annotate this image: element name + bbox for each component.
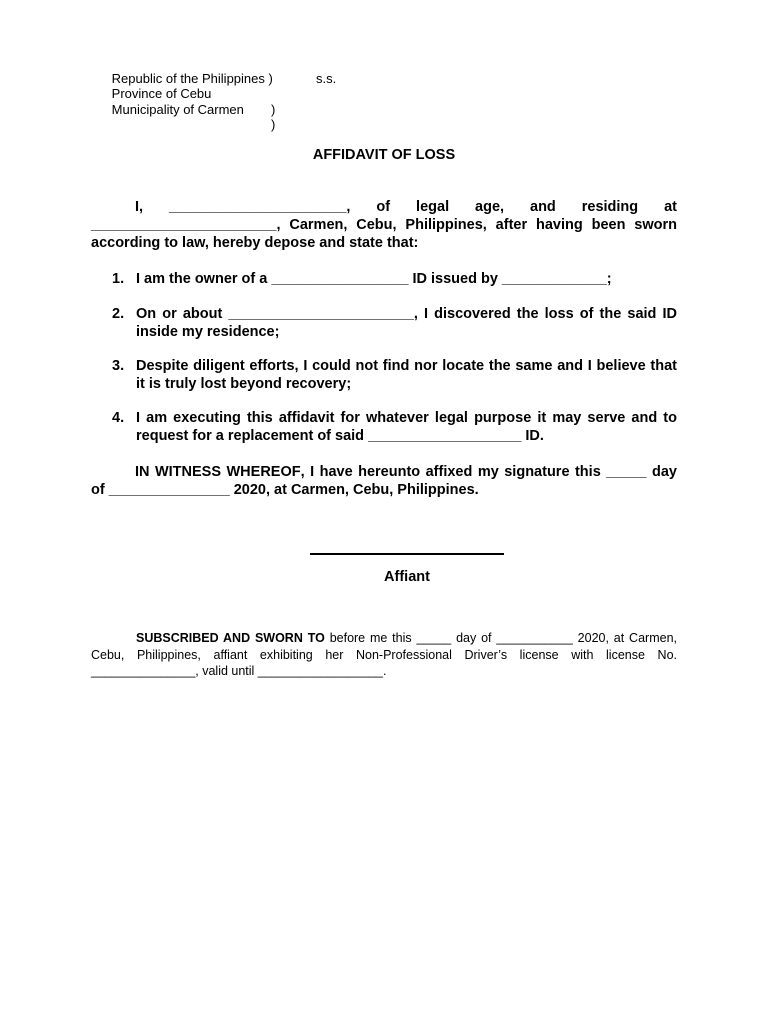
jurat-text: before me this _____ day of ___________ 2020, at Carmen, Cebu, Philippines, affiant exhibiting her Non-Professional Driver’s license with license No. _______________, valid until __________________. [91,631,677,678]
venue-province-text: Province of Cebu [111,86,212,101]
list-item [91,305,677,341]
list-item [91,270,677,288]
intro-text: I, ______________________, of legal age, and residing at _______________________, Carmen, Cebu, Philippines, after having been sworn according to law, hereby depose and state that: [91,199,677,251]
venue-ss: s.s. [316,70,337,86]
witness-text: , I have hereunto affixed my signature this _____ day of _______________ 2020, at Carmen, Cebu, Philippines. [91,464,677,498]
list-item-number: 1. [112,271,125,287]
venue-municipality [90,86,276,132]
list-item-text: Despite diligent efforts, I could not find nor locate the same and I believe that it is truly lost beyond recovery; [136,358,677,392]
list-item [91,409,677,445]
list-item [91,357,677,393]
list-item-number: 4. [112,410,125,426]
venue-block [90,55,337,132]
venue-municipality-text: Municipality of Carmen [111,101,244,117]
witness-paragraph [91,463,677,499]
list-item-number: 2. [112,306,125,322]
list-item-text: I am executing this affidavit for whatever legal purpose it may serve and to request for a replacement of said ___________________ ID. [136,410,677,444]
intro-paragraph [91,198,677,252]
jurat-paragraph [91,630,677,680]
list-item-text: On or about _______________________, I discovered the loss of the said ID inside my residence; [136,306,677,340]
venue-province-paren: ) [271,101,276,117]
list-item-text: I am the owner of a _________________ ID issued by _____________; [136,271,612,287]
venue-municipality-paren: ) [271,117,276,132]
affiant-label: Affiant [384,569,430,585]
list-item-number: 3. [112,358,125,374]
jurat-lead: SUBSCRIBED AND SWORN TO [136,631,325,645]
signature-line [310,553,504,555]
document-title: AFFIDAVIT OF LOSS [312,147,456,163]
venue-republic [90,55,273,86]
venue-republic-text: Republic of the Philippines ) [111,70,273,86]
witness-lead: IN WITNESS WHEREOF [135,464,301,480]
